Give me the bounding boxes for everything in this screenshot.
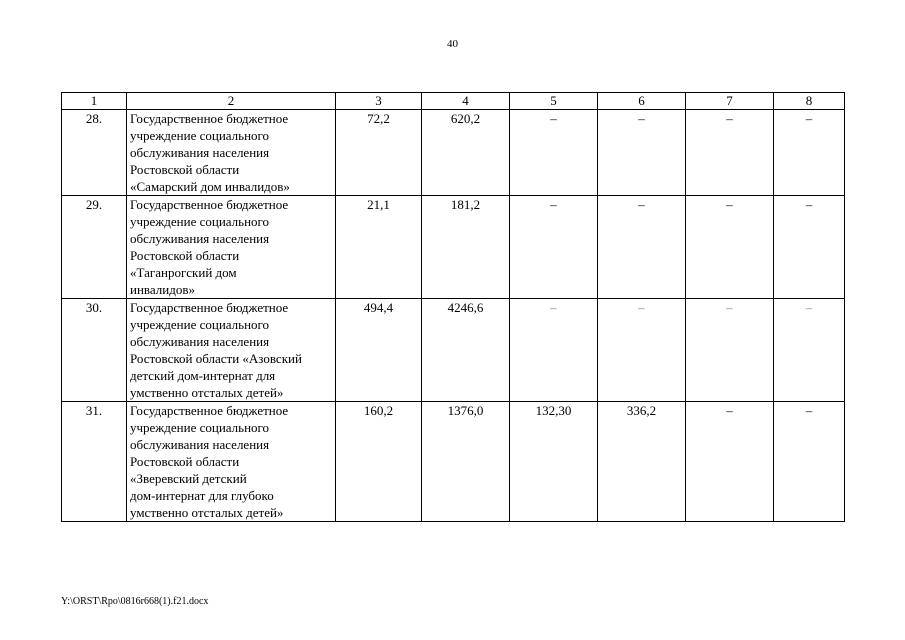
value-cell: 336,2 [598, 402, 686, 522]
institution-name-line: Ростовской области [130, 454, 240, 469]
row-number: 28. [62, 110, 127, 196]
institution-name-line: Государственное бюджетное [130, 197, 289, 212]
table-header-row [62, 93, 845, 110]
value-cell: – [598, 299, 686, 402]
table-body [62, 110, 845, 522]
institution-name-line: умственно отсталых детей» [130, 505, 284, 520]
institution-name-line: обслуживания населения [130, 145, 270, 160]
value-cell: – [686, 196, 774, 299]
value-cell: – [510, 299, 598, 402]
value-cell: – [686, 110, 774, 196]
institution-name-line: «Самарский дом инвалидов» [130, 179, 290, 194]
institution-name-line: инвалидов» [130, 282, 195, 297]
institution-name-line: учреждение социального [130, 317, 270, 332]
row-number: 29. [62, 196, 127, 299]
column-header: 1 [62, 93, 127, 110]
value-cell: – [774, 402, 845, 522]
institution-name-line: обслуживания населения [130, 437, 270, 452]
column-header: 8 [774, 93, 845, 110]
budget-table [61, 92, 845, 522]
value-cell: 181,2 [422, 196, 510, 299]
institution-name-line: детский дом-интернат для [130, 368, 276, 383]
value-cell: 4246,6 [422, 299, 510, 402]
institution-name-line: Государственное бюджетное [130, 300, 289, 315]
institution-name-line: «Таганрогский дом [130, 265, 237, 280]
institution-name-line: учреждение социального [130, 420, 270, 435]
value-cell: – [510, 196, 598, 299]
institution-name-line: обслуживания населения [130, 334, 270, 349]
column-header: 4 [422, 93, 510, 110]
value-cell: – [510, 110, 598, 196]
institution-name [127, 196, 336, 299]
institution-name [127, 402, 336, 522]
value-cell: – [598, 196, 686, 299]
institution-name-line: учреждение социального [130, 214, 270, 229]
institution-name [127, 299, 336, 402]
value-cell: 132,30 [510, 402, 598, 522]
value-cell: 620,2 [422, 110, 510, 196]
value-cell: – [598, 110, 686, 196]
institution-name [127, 110, 336, 196]
institution-name-line: Государственное бюджетное [130, 111, 289, 126]
column-header: 2 [127, 93, 336, 110]
institution-name-line: Ростовской области [130, 162, 240, 177]
column-header: 6 [598, 93, 686, 110]
row-number: 31. [62, 402, 127, 522]
value-cell: – [774, 299, 845, 402]
page-number: 40 [447, 38, 458, 50]
footer-file-path: Y:\ORST\Rpo\0816r668(1).f21.docx [61, 596, 209, 607]
table-row [62, 110, 845, 196]
value-cell: 160,2 [336, 402, 422, 522]
row-number: 30. [62, 299, 127, 402]
value-cell: 1376,0 [422, 402, 510, 522]
column-header: 7 [686, 93, 774, 110]
table-row [62, 299, 845, 402]
value-cell: 21,1 [336, 196, 422, 299]
table-row [62, 402, 845, 522]
institution-name-line: обслуживания населения [130, 231, 270, 246]
institution-name-line: Ростовской области «Азовский [130, 351, 302, 366]
institution-name-line: Ростовской области [130, 248, 240, 263]
institution-name-line: Государственное бюджетное [130, 403, 289, 418]
value-cell: – [774, 110, 845, 196]
value-cell: – [774, 196, 845, 299]
institution-name-line: учреждение социального [130, 128, 270, 143]
institution-name-line: умственно отсталых детей» [130, 385, 284, 400]
institution-name-line: «Зверевский детский [130, 471, 247, 486]
column-header: 5 [510, 93, 598, 110]
value-cell: 72,2 [336, 110, 422, 196]
table-row [62, 196, 845, 299]
value-cell: 494,4 [336, 299, 422, 402]
value-cell: – [686, 402, 774, 522]
column-header: 3 [336, 93, 422, 110]
value-cell: – [686, 299, 774, 402]
institution-name-line: дом-интернат для глубоко [130, 488, 274, 503]
